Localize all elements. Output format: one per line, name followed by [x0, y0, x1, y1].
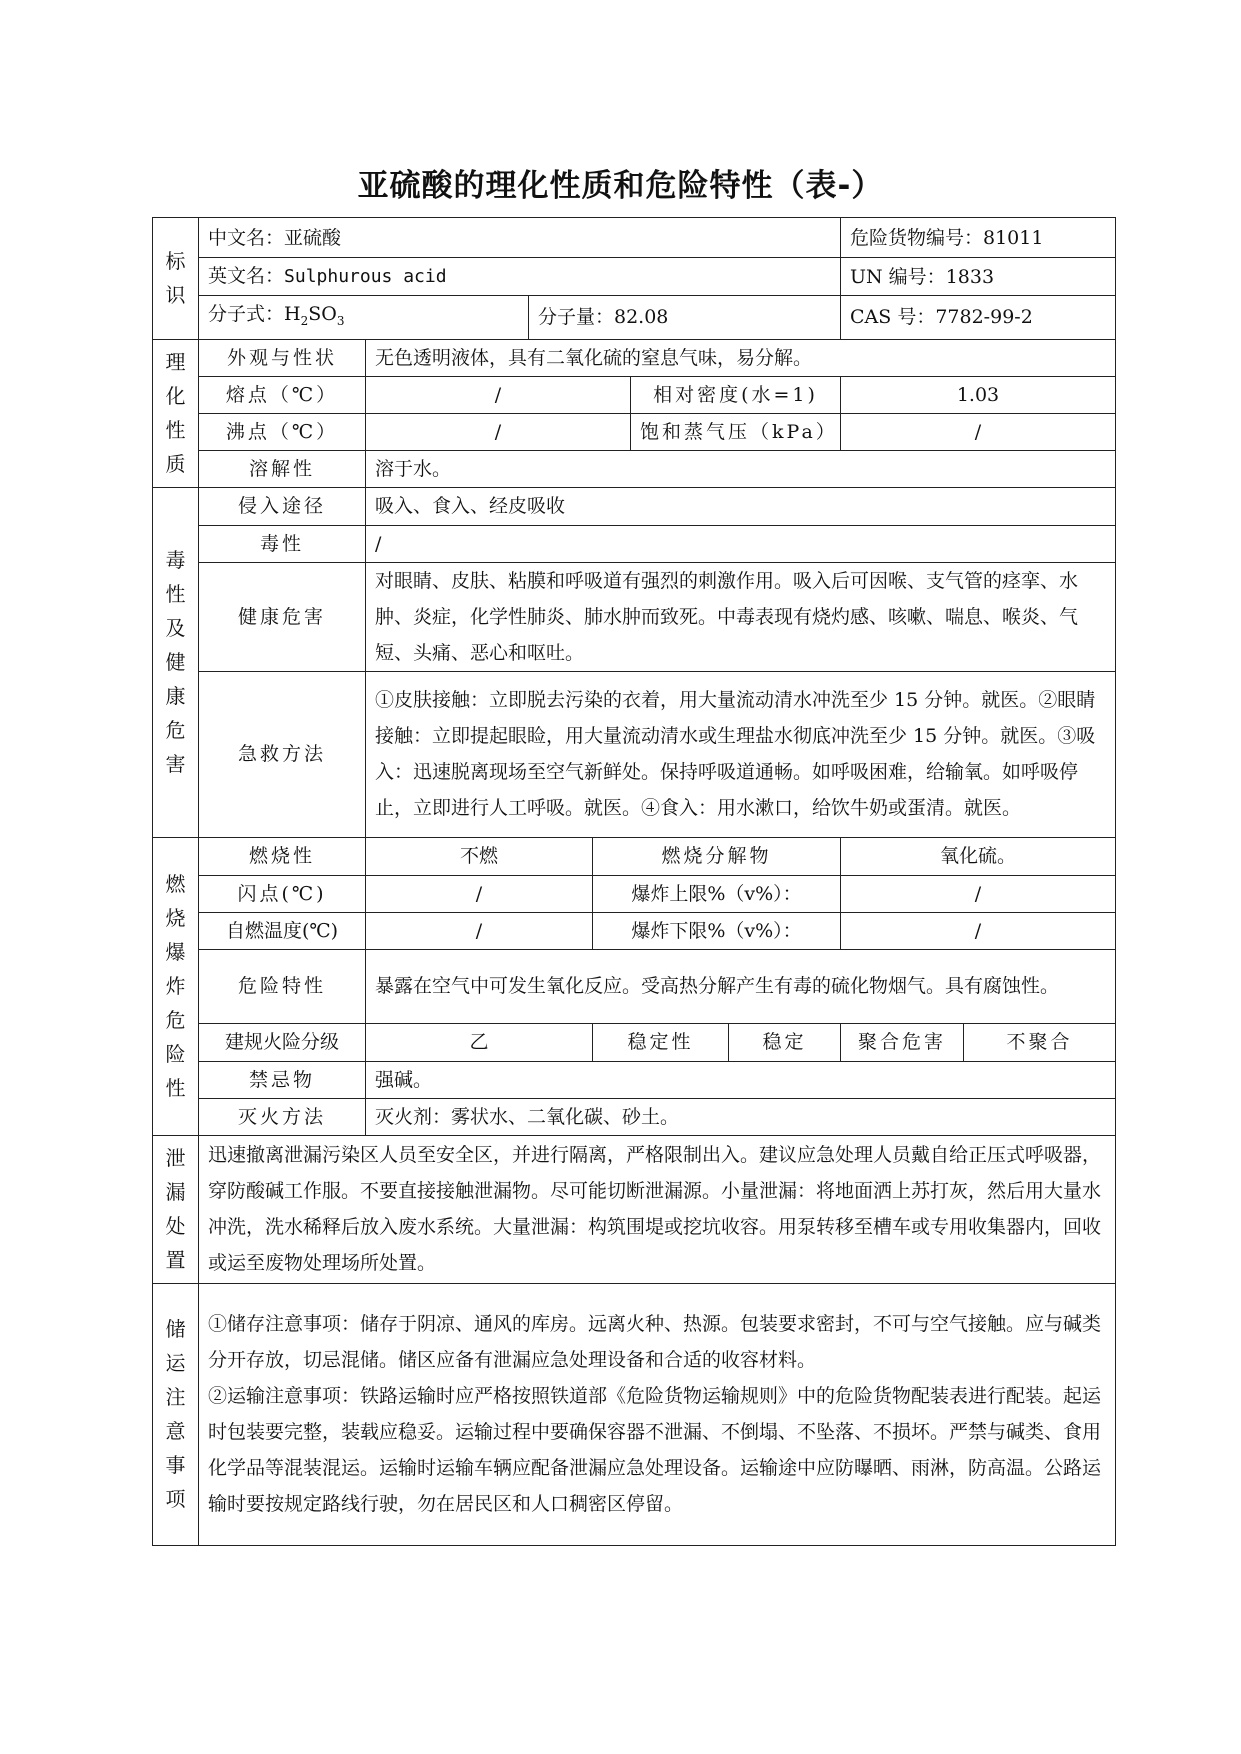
stability-label: 稳定性	[593, 1023, 729, 1061]
extinguish-value: 灭火剂：雾状水、二氧化碳、砂土。	[366, 1098, 1116, 1135]
section-leak: 泄漏处置	[153, 1135, 199, 1283]
health-label: 健康危害	[199, 562, 366, 671]
autoignition-label: 自燃温度(℃)	[199, 912, 366, 949]
storage-transport-value	[199, 1283, 1116, 1545]
section-identity: 标识	[153, 218, 199, 340]
boiling-point-label: 沸点（℃）	[199, 413, 366, 450]
appearance-value: 无色透明液体，具有二氧化硫的窒息气味，易分解。	[366, 339, 1116, 376]
flash-point-label: 闪点(℃)	[199, 875, 366, 912]
autoignition-value: /	[366, 912, 593, 949]
extinguish-label: 灭火方法	[199, 1098, 366, 1135]
section-toxicity: 毒性及健康危害	[153, 487, 199, 837]
upper-limit-label: 爆炸上限%（v%）：	[593, 875, 841, 912]
polymerization-label: 聚合危害	[841, 1023, 964, 1061]
lower-limit-value: /	[841, 912, 1116, 949]
toxicity-value: /	[366, 525, 1116, 562]
appearance-label: 外观与性状	[199, 339, 366, 376]
fire-class-value: 乙	[366, 1023, 593, 1061]
cas-number: CAS 号：7782-99-2	[841, 296, 1116, 340]
density-label: 相对密度(水=1)	[631, 376, 841, 413]
formula: 分子式：$H_2SO_3$	[199, 296, 529, 340]
msds-table	[152, 217, 1116, 1546]
decomposition-label: 燃烧分解物	[593, 837, 841, 875]
polymerization-value: 不聚合	[964, 1023, 1116, 1061]
fire-class-label: 建规火险分级	[199, 1023, 366, 1061]
vapor-pressure-value: /	[841, 413, 1116, 450]
decomposition-value: 氧化硫。	[841, 837, 1116, 875]
melting-point-value: /	[366, 376, 631, 413]
boiling-point-value: /	[366, 413, 631, 450]
density-value: 1.03	[841, 376, 1116, 413]
health-value: 对眼睛、皮肤、粘膜和呼吸道有强烈的刺激作用。吸入后可因喉、支气管的痉挛、水肿、炎症，化学性肺炎、肺水肿而致死。中毒表现有烧灼感、咳嗽、喘息、喉炎、气短、头痛、恶心和呕吐。	[366, 562, 1116, 671]
route-value: 吸入、食入、经皮吸收	[366, 487, 1116, 525]
solubility-value: 溶于水。	[366, 450, 1116, 487]
transport-notes: ②运输注意事项：铁路运输时应严格按照铁道部《危险货物运输规则》中的危险货物配装表进行配装。起运时包装要完整，装载应稳妥。运输过程中要确保容器不泄漏、不倒塌、不坠落、不损坏。严禁与碱类、食用化学品等混装混运。运输时运输车辆应配备泄漏应急处理设备。运输途中应防曝晒、雨淋，防高温。公路运输时要按规定路线行驶，勿在居民区和人口稠密区停留。	[208, 1385, 1102, 1516]
molecular-weight: 分子量：82.08	[529, 296, 841, 340]
page-title: 亚硫酸的理化性质和危险特性（表-）	[357, 168, 884, 204]
section-fire: 燃烧爆炸危险性	[153, 837, 199, 1135]
cn-name: 中文名：亚硫酸	[199, 218, 841, 258]
flash-point-value: /	[366, 875, 593, 912]
section-physical: 理化性质	[153, 339, 199, 487]
combustibility-label: 燃烧性	[199, 837, 366, 875]
melting-point-label: 熔点（℃）	[199, 376, 366, 413]
solubility-label: 溶解性	[199, 450, 366, 487]
firstaid-label: 急救方法	[199, 671, 366, 837]
en-name: 英文名：Sulphurous acid	[199, 258, 841, 296]
route-label: 侵入途径	[199, 487, 366, 525]
combustibility-value: 不燃	[366, 837, 593, 875]
un-number: UN 编号：1833	[841, 258, 1116, 296]
lower-limit-label: 爆炸下限%（v%）：	[593, 912, 841, 949]
upper-limit-value: /	[841, 875, 1116, 912]
hazard-number: 危险货物编号：81011	[841, 218, 1116, 258]
hazard-label: 危险特性	[199, 949, 366, 1023]
section-storage: 储运注意事项	[153, 1283, 199, 1545]
stability-value: 稳定	[729, 1023, 841, 1061]
vapor-pressure-label: 饱和蒸气压（kPa）	[631, 413, 841, 450]
incompatible-value: 强碱。	[366, 1061, 1116, 1098]
leak-value: 迅速撤离泄漏污染区人员至安全区，并进行隔离，严格限制出入。建议应急处理人员戴自给正压式呼吸器，穿防酸碱工作服。不要直接接触泄漏物。尽可能切断泄漏源。小量泄漏：将地面洒上苏打灰，然后用大量水冲洗，洗水稀释后放入废水系统。大量泄漏：构筑围堤或挖坑收容。用泵转移至槽车或专用收集器内，回收或运至废物处理场所处置。	[199, 1135, 1116, 1283]
toxicity-label: 毒性	[199, 525, 366, 562]
storage-notes: ①储存注意事项：储存于阴凉、通风的库房。远离火种、热源。包装要求密封，不可与空气接触。应与碱类分开存放，切忌混储。储区应备有泄漏应急处理设备和合适的收容材料。	[208, 1313, 1102, 1372]
hazard-value: 暴露在空气中可发生氧化反应。受高热分解产生有毒的硫化物烟气。具有腐蚀性。	[366, 949, 1116, 1023]
incompatible-label: 禁忌物	[199, 1061, 366, 1098]
firstaid-value: ①皮肤接触：立即脱去污染的衣着，用大量流动清水冲洗至少 15 分钟。就医。②眼睛接触：立即提起眼睑，用大量流动清水或生理盐水彻底冲洗至少 15 分钟。就医。③吸入：迅速脱离现场至空气新鲜处。保持呼吸道通畅。如呼吸困难，给输氧。如呼吸停止，立即进行人工呼吸。就医。④食入：用水漱口，给饮牛奶或蛋清。就医。	[366, 671, 1116, 837]
